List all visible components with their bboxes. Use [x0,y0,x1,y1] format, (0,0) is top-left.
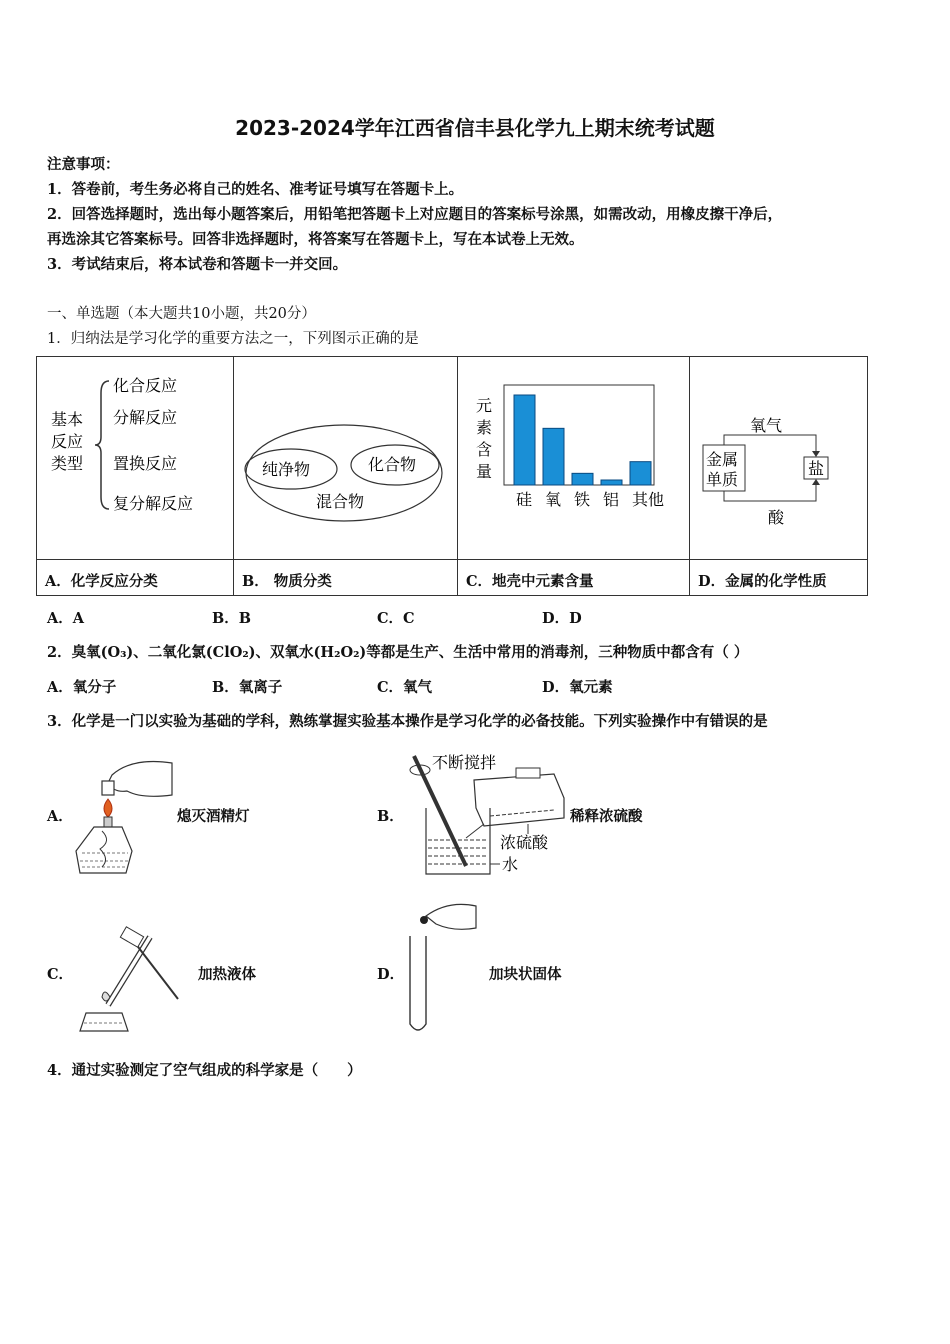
mixture-label: 混合物 [316,492,365,511]
q2-option-d: D．氧元素 [542,679,613,696]
compound-label: 化合物 [368,455,417,474]
arrow-up-icon [812,479,820,485]
q2-option-a: A．氧分子 [47,679,117,696]
caption-a: A．化学反应分类 [45,573,158,590]
acid-label: 酸 [768,508,785,527]
x-tick-2: 铁 [574,490,591,509]
bar-2 [572,473,593,485]
stir-note: 不断搅拌 [432,753,497,772]
panel-a-item-4: 复分解反应 [113,494,194,513]
salt-label: 盐 [808,459,825,478]
acid-note: 浓硫酸 [500,833,549,852]
q3-a-label: 熄灭酒精灯 [177,808,250,825]
y-label-2: 素 [476,418,493,437]
q3-stem: 3．化学是一门以实验为基础的学科，熟练掌握实验基本操作是学习化学的必备技能。下列实验操作中有错误的是 [47,713,768,730]
add-solid-figure [400,898,490,1040]
y-label-1: 元 [476,396,493,415]
substance-classification-diagram [234,357,457,555]
x-tick-0: 硅 [516,490,533,509]
q1-panel-d [690,357,868,560]
panel-a-label-3: 类型 [51,454,84,473]
notice-item-3: 3．考试结束后，将本试卷和答题卡一并交回。 [47,256,348,273]
panel-a-item-2: 分解反应 [113,408,178,427]
panel-a-item-1: 化合反应 [113,376,178,395]
dilute-acid-figure [404,748,574,883]
caption-d: D．金属的化学性质 [698,573,827,590]
section-heading: 一、单选题（本大题共10小题，共20分） [47,306,316,322]
bar-0 [514,395,535,485]
q3-d-letter: D． [377,966,405,983]
q1-option-c: C．C [377,610,415,627]
bar-1 [543,428,564,485]
notice-item-2b: 再选涂其它答案标号。回答非选择题时，将答案写在答题卡上，写在本试卷上无效。 [47,231,584,248]
q1-panel-c [458,357,690,560]
q1-figure-table [36,356,868,596]
q2-option-b: B．氧离子 [212,679,283,696]
metal-label-1: 金属 [706,450,739,469]
q3-a-letter: A． [47,808,73,825]
notice-heading: 注意事项： [47,156,120,173]
x-tick-3: 铝 [603,490,620,509]
q1-stem: 1．归纳法是学习化学的重要方法之一，下列图示正确的是 [47,331,419,347]
metal-properties-diagram [690,357,867,555]
x-tick-4: 其他 [632,490,665,509]
crust-element-chart [458,357,689,555]
reaction-types-diagram [37,357,233,555]
q1-option-d: D．D [542,610,582,627]
metal-label-2: 单质 [706,470,739,489]
q1-option-b: B．B [212,610,252,627]
heat-liquid-figure [70,925,185,1040]
page-title: 2023-2024学年江西省信丰县化学九上期末统考试题 [235,116,715,140]
water-note: 水 [502,855,519,874]
q3-d-label: 加块状固体 [489,966,562,983]
y-label-3: 含 [476,440,493,459]
notice-item-1: 1．答卷前，考生务必将自己的姓名、准考证号填写在答题卡上。 [47,181,464,198]
alcohol-lamp-cap-figure [72,755,182,880]
oxygen-label: 氧气 [750,416,783,435]
bar-4 [630,462,651,485]
caption-c: C．地壳中元素含量 [466,573,594,590]
notice-item-2a: 2．回答选择题时，选出每小题答案后，用铅笔把答题卡上对应题目的答案标号涂黑，如需改动，用橡皮擦干净后， [47,206,783,223]
q1-option-a: A．A [47,610,85,627]
q3-b-label: 稀释浓硫酸 [570,808,643,825]
x-tick-1: 氧 [545,490,562,509]
q3-c-label: 加热液体 [198,966,256,983]
arrow-down-icon [812,451,820,457]
q2-stem: 2．臭氧(O₃)、二氧化氯(ClO₂)、双氧水(H₂O₂)等都是生产、生活中常用的消毒剂，三种物质中都含有（ ） [47,644,749,661]
q2-option-c: C．氧气 [377,679,433,696]
caption-b: B． 物质分类 [242,573,332,590]
y-label-4: 量 [476,462,493,481]
panel-a-label-2: 反应 [51,432,84,451]
q4-stem: 4．通过实验测定了空气组成的科学家是（ ） [47,1062,362,1079]
panel-a-label-1: 基本 [51,410,84,429]
panel-a-item-3: 置换反应 [113,454,178,473]
q1-panel-b [234,357,458,560]
bar-3 [601,480,622,485]
q1-panel-a [37,357,234,560]
brace [95,381,109,509]
pure-substance-label: 纯净物 [262,460,311,479]
q3-c-letter: C． [47,966,74,983]
q3-b-letter: B． [377,808,404,825]
